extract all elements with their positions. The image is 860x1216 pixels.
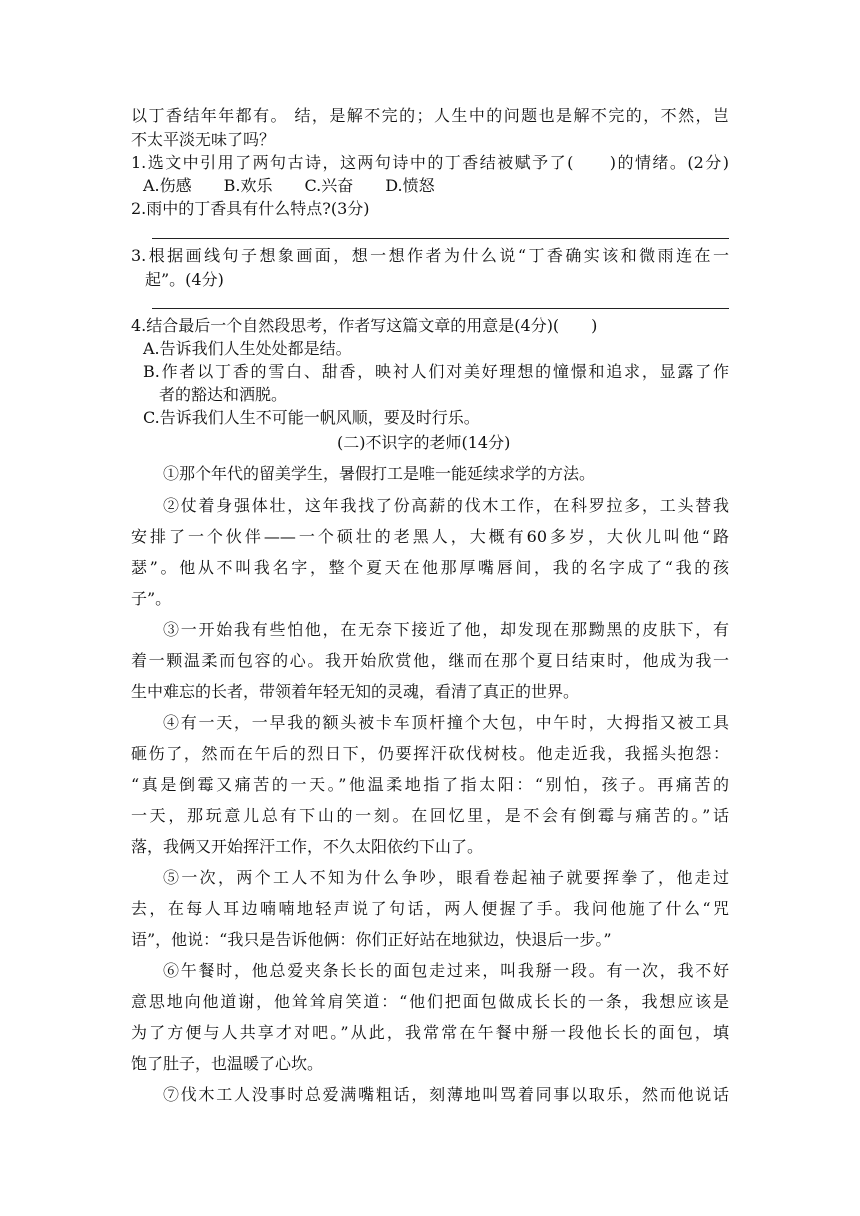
paragraph-2-line-1: ②仗着身强体壮，这年我找了份高薪的伐木工作，在科罗拉多，工头替我 [163,496,729,515]
question-4-stem: 4.结合最后一个自然段思考，作者写这篇文章的用意是(4分)( ) [131,316,598,335]
answer-line-3 [152,308,729,309]
paragraph-4-line-3: “真是倒霉又痛苦的一天。”他温柔地指了指太阳：“别怕，孩子。再痛苦的 [131,775,729,794]
answer-line-2 [152,238,729,239]
paragraph-3-line-1: ③一开始我有些怕他，在无奈下接近了他，却发现在那黝黑的皮肤下，有 [163,620,729,639]
paragraph-2-line-3: 瑟”。他从不叫我名字，整个夏天在他那厚嘴唇间，我的名字成了“我的孩 [131,558,729,577]
paragraph-1: ①那个年代的留美学生，暑假打工是唯一能延续求学的方法。 [163,464,596,483]
paragraph-6-line-2: 意思地向他道谢，他耸耸肩笑道：“他们把面包做成长长的一条，我想应该是 [131,992,729,1011]
paragraph-6-line-3: 为了方便与人共享才对吧。”从此，我常常在午餐中掰一段他长长的面包，填 [131,1023,729,1042]
question-4-option-a: A.告诉我们人生处处都是结。 [143,339,352,358]
intro-line-1: 以丁香结年年都有。 结，是解不完的；人生中的问题也是解不完的，不然，岂 [131,106,729,125]
question-1-stem: 1.选文中引用了两句古诗，这两句诗中的丁香结被赋予了( )的情绪。(2分) [131,153,729,172]
question-4-option-c: C.告诉我们人生不可能一帆风顺，要及时行乐。 [143,408,480,427]
paragraph-5-line-3: 语”，他说：“我只是告诉他俩：你们正好站在地狱边，快退后一步。” [131,930,612,949]
paragraph-4-line-5: 落，我俩又开始挥汗工作，不久太阳依约下山了。 [131,837,484,856]
question-2-stem: 2.雨中的丁香具有什么特点?(3分) [131,199,370,218]
paragraph-7-line-1: ⑦伐木工人没事时总爱满嘴粗话，刻薄地叫骂着同事以取乐，然而他说话 [163,1085,729,1104]
paragraph-4-line-2: 砸伤了，然而在午后的烈日下，仍要挥汗砍伐树枝。他走近我，我摇头抱怨： [131,744,729,763]
paragraph-3-line-3: 生中难忘的长者，带领着年轻无知的灵魂，看清了真正的世界。 [131,682,580,701]
paragraph-2-line-2: 安排了一个伙伴——一个硕壮的老黑人，大概有60多岁，大伙儿叫他“路 [131,527,729,546]
question-3-line-2: 起”。(4分) [145,270,224,289]
question-3-line-1: 3.根据画线句子想象画面，想一想作者为什么说“丁香确实该和微雨连在一 [131,246,729,265]
question-4-option-b-line-1: B.作者以丁香的雪白、甜香，映衬人们对美好理想的憧憬和追求，显露了作 [143,362,729,381]
question-4-option-b-line-2: 者的豁达和洒脱。 [159,385,288,404]
paragraph-4-line-4: 一天，那玩意儿总有下山的一刻。在回忆里，是不会有倒霉与痛苦的。”话 [131,806,729,825]
paragraph-2-line-4: 子”。 [131,589,172,608]
paragraph-3-line-2: 着一颗温柔而包容的心。我开始欣赏他，继而在那个夏日结束时，他成为我一 [131,651,729,670]
intro-line-2: 不太平淡无味了吗？ [131,130,276,149]
paragraph-6-line-1: ⑥午餐时，他总爱夹条长长的面包走过来，叫我掰一段。有一次，我不好 [163,961,729,980]
paragraph-6-line-4: 饱了肚子，也温暖了心坎。 [131,1054,324,1073]
question-1-options: A.伤感 B.欢乐 C.兴奋 D.愤怒 [143,176,435,195]
paragraph-5-line-1: ⑤一次，两个工人不知为什么争吵，眼看卷起袖子就要挥拳了，他走过 [163,868,729,887]
paragraph-4-line-1: ④有一天，一早我的额头被卡车顶杆撞个大包，中午时，大拇指又被工具 [163,713,729,732]
paragraph-5-line-2: 去，在每人耳边喃喃地轻声说了句话，两人便握了手。我问他施了什么“咒 [131,899,729,918]
section-2-title: (二)不识字的老师(14分) [337,433,511,452]
